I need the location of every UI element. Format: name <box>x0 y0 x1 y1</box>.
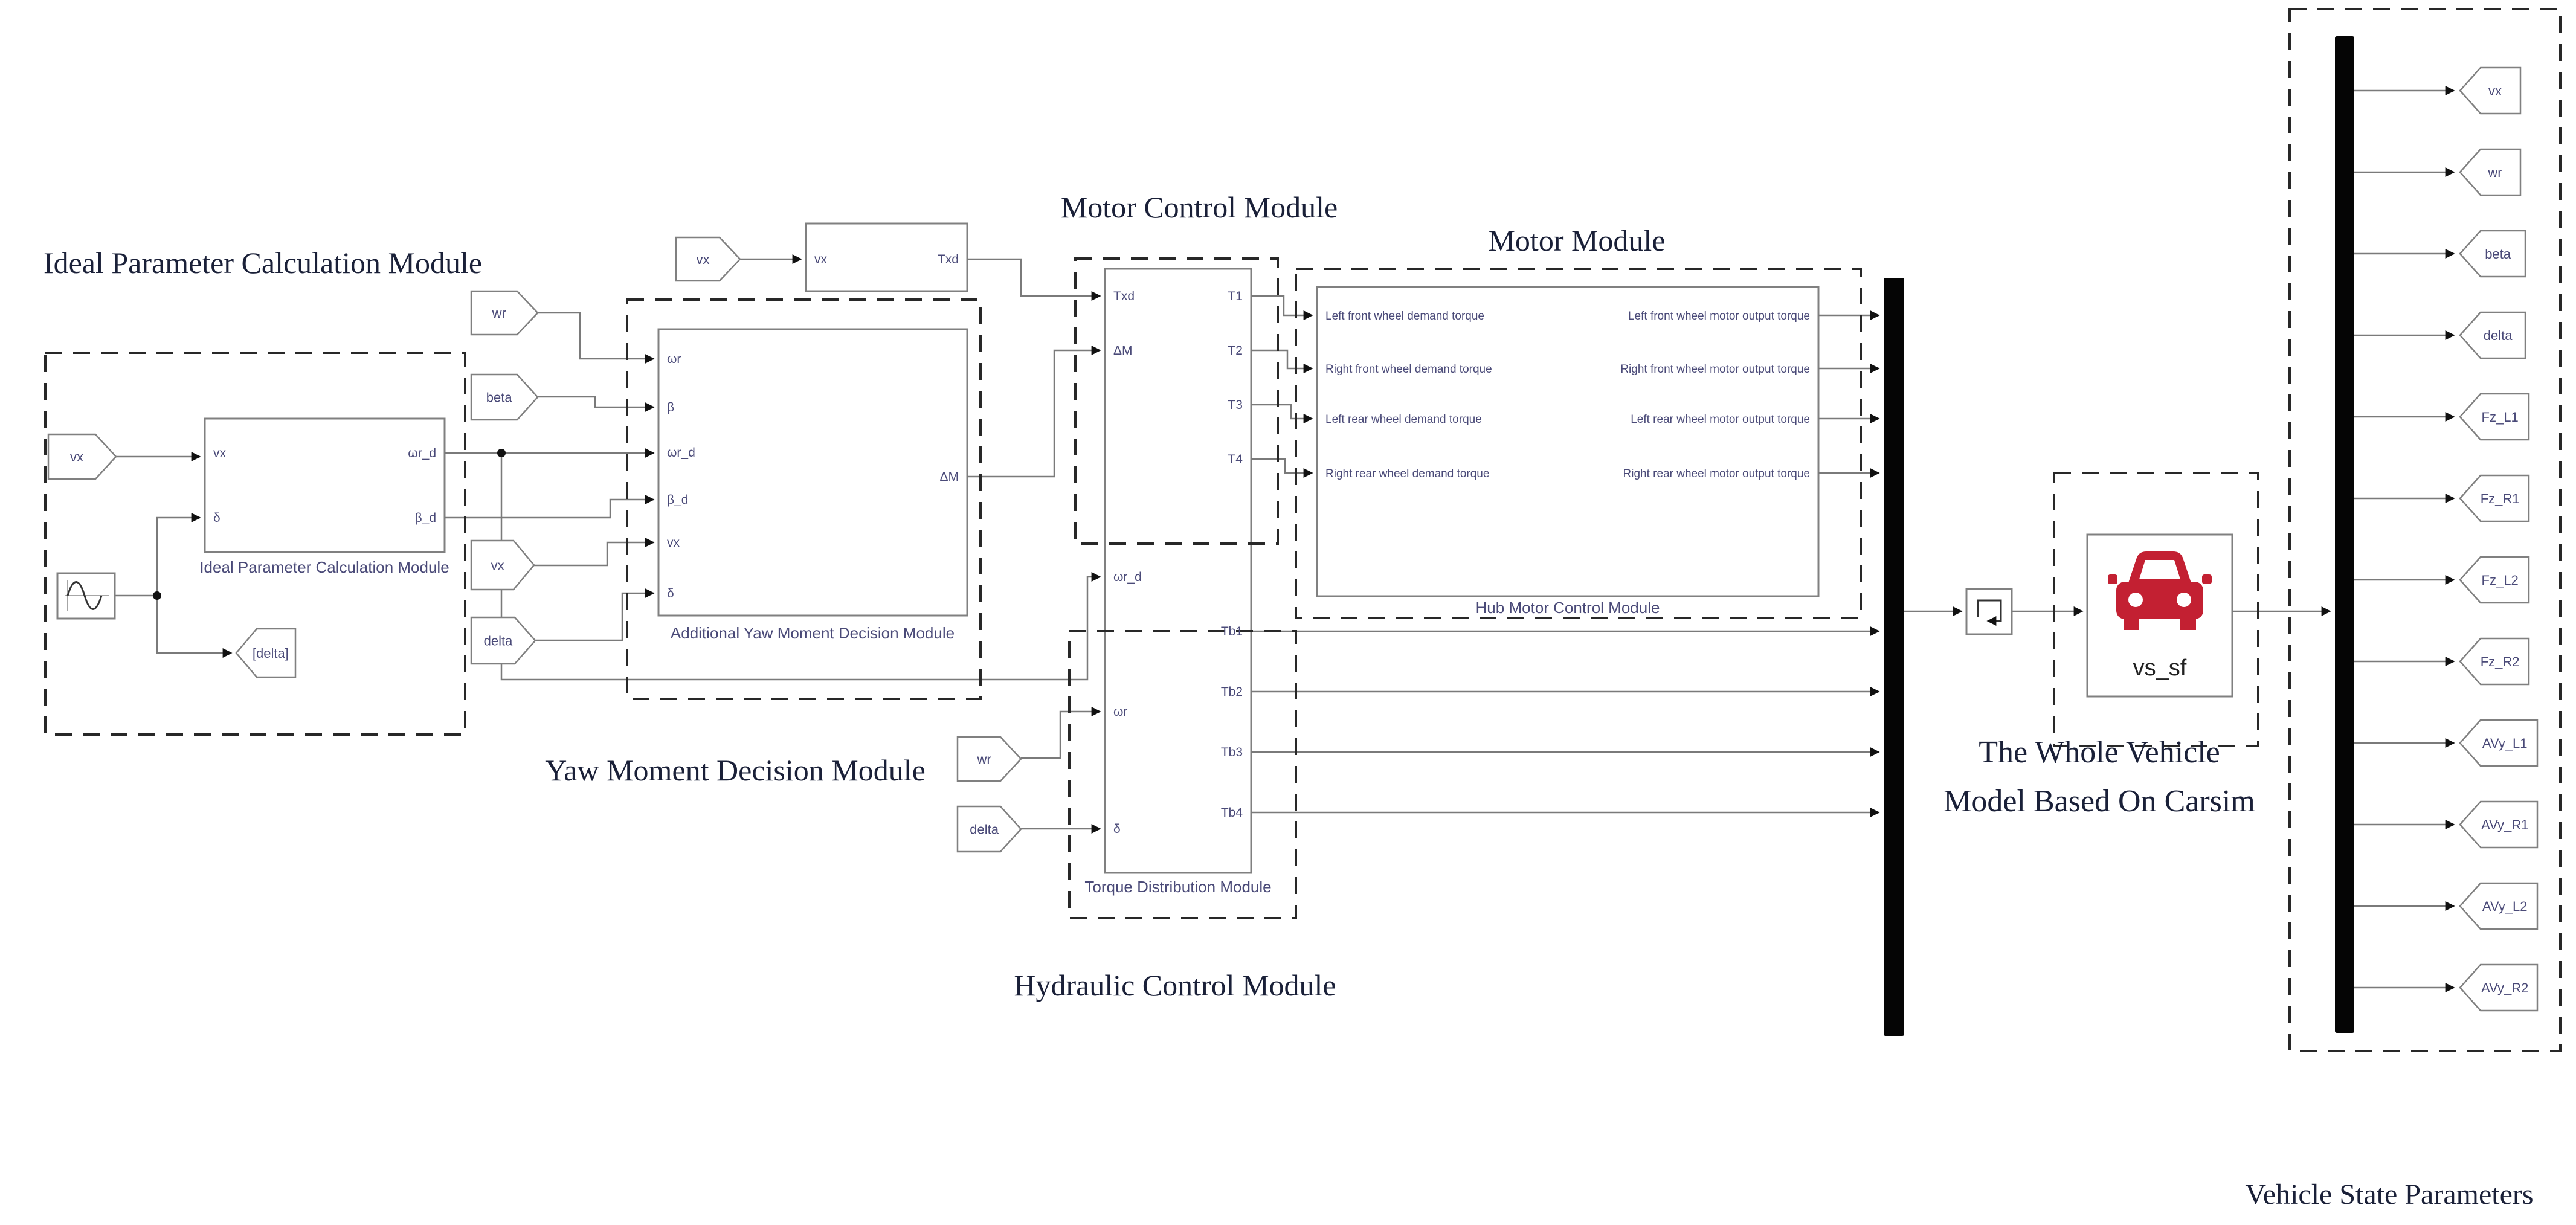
output-tag-avy-r2-label: AVy_R2 <box>2481 980 2529 995</box>
port-label: Left front wheel demand torque <box>1325 310 1485 323</box>
annotation-ideal-module: Ideal Parameter Calculation Module <box>43 246 483 280</box>
port-label: ωr <box>667 352 681 366</box>
block-label: Ideal Parameter Calculation Module <box>199 558 449 576</box>
signal-wire <box>1251 350 1312 368</box>
port-label: ΔM <box>939 470 959 484</box>
signal-wire <box>1251 405 1312 419</box>
port-label: β_d <box>667 493 689 507</box>
input-tag-delta-label: delta <box>483 633 513 649</box>
annotation-carsim-line1: The Whole Vehicle <box>1979 735 2220 770</box>
output-tag-avy-l2-label: AVy_L2 <box>2482 899 2528 914</box>
port-label: Right rear wheel motor output torque <box>1623 468 1810 480</box>
signal-wire <box>1251 459 1312 473</box>
signal-wire <box>538 313 654 359</box>
annotation-motor-module: Motor Module <box>1488 223 1666 257</box>
port-label: T2 <box>1228 344 1243 358</box>
port-label: ωr_d <box>667 446 695 460</box>
port-label: β_d <box>414 511 436 525</box>
port-label: T3 <box>1228 398 1243 412</box>
input-tag-vx-2-label: vx <box>491 558 504 573</box>
block-label: Torque Distribution Module <box>1084 878 1272 896</box>
input-tag-wr-2-label: wr <box>977 751 991 767</box>
output-tag-avy-l1-label: AVy_L1 <box>2482 736 2528 751</box>
signal-wire <box>157 596 231 653</box>
port-label: Right rear wheel demand torque <box>1325 468 1490 480</box>
annotation-vehicle-state: Vehicle State Parameters <box>2245 1178 2534 1211</box>
port-label: vx <box>814 252 827 266</box>
mux-bar[interactable] <box>1884 278 1904 1036</box>
output-tag-fz-r2-label: Fz_R2 <box>2480 654 2520 669</box>
output-tag-fz-l2-label: Fz_L2 <box>2481 573 2519 588</box>
port-label: Left rear wheel demand torque <box>1325 413 1482 426</box>
demux-bar[interactable] <box>2335 36 2354 1033</box>
signal-wire <box>535 593 654 640</box>
port-label: Right front wheel motor output torque <box>1620 363 1810 376</box>
signal-wire <box>967 259 1100 296</box>
port-label: Tb2 <box>1220 685 1243 699</box>
goto-tag-delta-label: [delta] <box>252 646 289 661</box>
port-label: δ <box>1113 822 1121 836</box>
port-label: Txd <box>937 252 959 266</box>
output-tag-vx-label: vx <box>2488 83 2502 98</box>
port-label: δ <box>213 511 221 525</box>
input-tag-vx-3-label: vx <box>696 252 710 267</box>
port-label: ωr <box>1113 705 1128 719</box>
wire-junction-dot <box>497 449 506 457</box>
port-label: Tb1 <box>1220 625 1243 638</box>
signal-wire <box>534 542 654 565</box>
port-label: T4 <box>1228 452 1243 466</box>
signal-wire <box>967 350 1100 477</box>
ideal-parameter-block[interactable] <box>205 419 445 552</box>
rate-transition-block[interactable] <box>1966 589 2012 634</box>
port-label: vx <box>667 536 680 550</box>
port-label: vx <box>213 446 226 460</box>
port-label: ωr_d <box>1113 570 1142 584</box>
port-label: ΔM <box>1113 344 1133 358</box>
output-tag-beta-label: beta <box>2485 246 2511 262</box>
output-tag-wr-label: wr <box>2488 165 2502 180</box>
port-label: Right front wheel demand torque <box>1325 363 1492 376</box>
annotation-hydraulic: Hydraulic Control Module <box>1014 968 1336 1002</box>
port-label: β <box>667 400 675 414</box>
annotation-yaw-module: Yaw Moment Decision Module <box>545 753 926 787</box>
signal-wire <box>445 500 654 518</box>
vs-sf-label: vs_sf <box>2133 655 2187 681</box>
wire-junction-dot <box>153 591 161 600</box>
port-label: Tb3 <box>1220 745 1243 759</box>
port-label: Txd <box>1113 289 1135 303</box>
port-label: Left rear wheel motor output torque <box>1631 413 1810 426</box>
output-tag-avy-r1-label: AVy_R1 <box>2481 817 2529 832</box>
port-label: T1 <box>1228 289 1243 303</box>
signal-wire <box>538 397 654 407</box>
annotation-motor-control: Motor Control Module <box>1060 190 1338 224</box>
additional-yaw-moment-block[interactable] <box>658 329 967 616</box>
block-label: Additional Yaw Moment Decision Module <box>670 624 955 642</box>
signal-wire <box>1021 712 1100 758</box>
block-label: Hub Motor Control Module <box>1475 599 1660 617</box>
signal-wire <box>1251 296 1312 315</box>
input-tag-beta-label: beta <box>486 390 512 405</box>
port-label: ωr_d <box>408 446 436 460</box>
signal-wire <box>157 518 200 596</box>
sine-wave-source-block[interactable] <box>57 573 115 619</box>
output-tag-delta-label: delta <box>2483 328 2513 343</box>
input-tag-delta-2-label: delta <box>970 821 999 837</box>
port-label: δ <box>667 587 674 600</box>
input-tag-wr-label: wr <box>492 306 506 321</box>
annotation-carsim-line2: Model Based On Carsim <box>1943 784 2255 818</box>
input-tag-vx-label: vx <box>70 449 84 465</box>
hub-motor-control-block[interactable] <box>1317 287 1818 596</box>
port-label: Tb4 <box>1220 806 1243 820</box>
output-tag-fz-r1-label: Fz_R1 <box>2480 491 2520 506</box>
port-label: Left front wheel motor output torque <box>1628 310 1810 323</box>
output-tag-fz-l1-label: Fz_L1 <box>2481 410 2519 425</box>
